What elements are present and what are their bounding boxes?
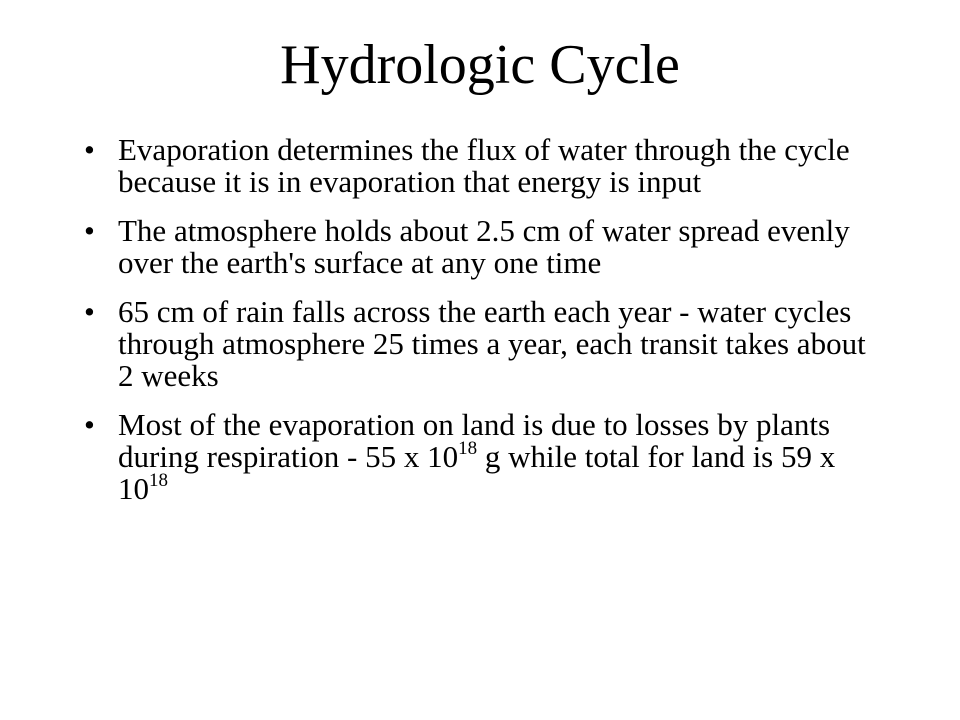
bullet-text: Evaporation determines the flux of water through the cycle because it is in evaporation that energy is input (118, 132, 850, 199)
bullet-text-part-2: g while total for land is 59 x 10 (118, 439, 836, 506)
bullet-icon: • (84, 294, 95, 329)
exponent-1: 18 (458, 438, 478, 459)
bullet-icon: • (84, 132, 95, 167)
bullet-list (84, 134, 884, 522)
bullet-text (118, 409, 884, 505)
bullet-item-atmosphere (84, 215, 884, 279)
bullet-item-land-evaporation (84, 409, 884, 505)
bullet-icon: • (84, 407, 95, 442)
exponent-2: 18 (149, 470, 168, 491)
bullet-item-evaporation (84, 134, 884, 198)
bullet-text: The atmosphere holds about 2.5 cm of water spread evenly over the earth's surface at any one time (118, 213, 850, 280)
bullet-icon: • (84, 213, 95, 248)
bullet-text: 65 cm of rain falls across the earth each year - water cycles through atmosphere 25 times a year, each transit takes about 2 weeks (118, 294, 866, 393)
bullet-text-part-1: Most of the evaporation on land is due to losses by plants during respiration - 55 x 10 (118, 407, 831, 474)
slide-title: Hydrologic Cycle (280, 34, 680, 96)
bullet-item-rainfall (84, 296, 884, 392)
